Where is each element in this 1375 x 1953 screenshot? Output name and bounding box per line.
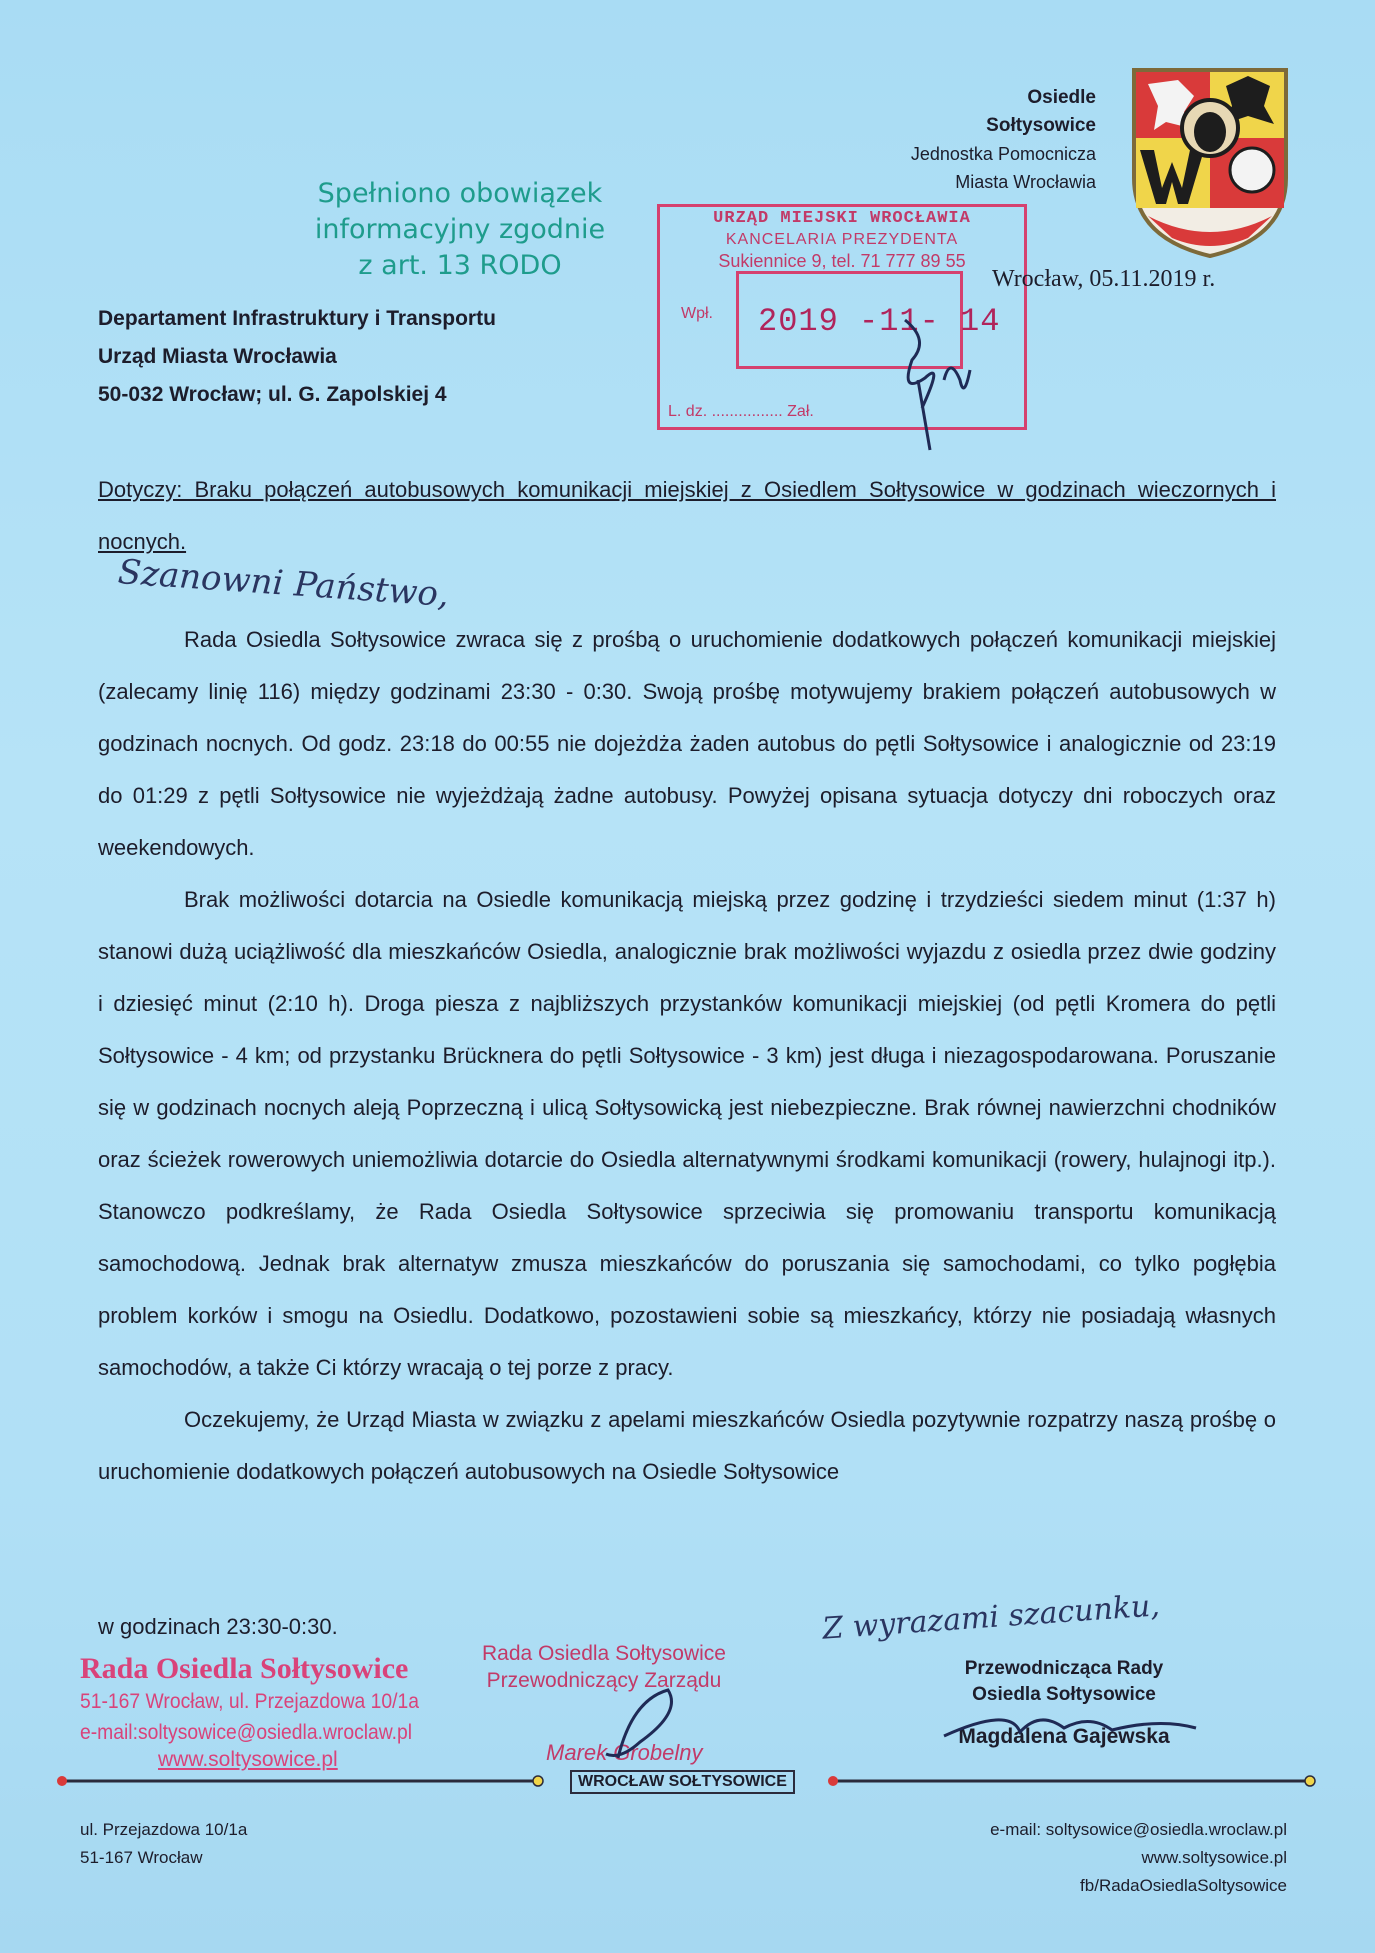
footer-email: e-mail: soltysowice@osiedla.wroclaw.pl (990, 1820, 1287, 1839)
org-unit-line3: Jednostka Pomocnicza (910, 144, 1096, 164)
board-line1: Rada Osiedla Sołtysowice (482, 1642, 726, 1665)
board-line2: Przewodniczący Zarządu (486, 1669, 722, 1692)
addressee-line2: Urząd Miasta Wrocławia (98, 345, 337, 368)
footer-website: www.soltysowice.pl (1141, 1848, 1287, 1867)
addressee-line3: 50-032 Wrocław; ul. G. Zapolskiej 4 (98, 383, 447, 406)
stamp-received-date: 2019 -11- 14 (758, 303, 1001, 340)
addressee-line1: Departament Infrastruktury i Transportu (98, 307, 496, 330)
chair-name: Magdalena Gajewska (958, 1725, 1170, 1748)
board-badge: WROCŁAW SOŁTYSOWICE (570, 1770, 795, 1794)
stamp-line2: KANCELARIA PREZYDENTA (725, 231, 959, 248)
rodo-line1: Spełniono obowiązek (317, 178, 603, 209)
stamp-line1: URZĄD MIEJSKI WROCŁAWIA (713, 209, 971, 228)
chair-role-line2: Osiedla Sołtysowice (972, 1684, 1156, 1705)
council-title: Rada Osiedla Sołtysowice (80, 1652, 409, 1685)
board-chair-name: Marek Grobelny (546, 1740, 703, 1765)
org-unit-line4: Miasta Wrocławia (955, 172, 1096, 192)
stamp-received-label: Wpł. (681, 305, 713, 322)
closing-line: w godzinach 23:30-0:30. (98, 1614, 338, 1639)
stamp-signature (606, 1690, 1196, 1758)
council-email: e-mail:soltysowice@osiedla.wroclaw.pl (80, 1721, 413, 1744)
org-name-line1: Osiedle (1027, 87, 1096, 108)
footer-postcode: 51-167 Wrocław (80, 1848, 203, 1867)
footer-address: ul. Przejazdowa 10/1a (80, 1820, 248, 1839)
council-address: 51-167 Wrocław, ul. Przejazdowa 10/1a (80, 1690, 420, 1713)
body-paragraph: Rada Osiedla Sołtysowice zwraca się z prośbą o uruchomienie dodatkowych połączeń komunikacji miejskiej (zalecamy linię 116) między godzinami 23:30 - 0:30. Swoją prośbę motywujemy brakiem połączeń autobusowych w godzinach nocnych. Od godz. 23:18 do 00:55 nie dojeżdża żaden autobus do pętli Sołtysowice i analogicznie od 23:19 do 01:29 z pętli Sołtysowice nie wyjeżdżają żadne autobusy. Powyżej opisana sytuacja dotyczy dni roboczych oraz weekendowych. (98, 627, 1276, 860)
handwritten-greeting: Szanowni Państwo, (116, 552, 451, 616)
rodo-line2: informacyjny zgodnie (314, 214, 606, 245)
chair-role-line1: Przewodnicząca Rady (964, 1658, 1164, 1679)
stamp-line3: Sukiennice 9, tel. 71 777 89 55 (718, 251, 966, 271)
footer-divider-line (57, 1776, 1315, 1786)
stamp-footer: L. dz. ................ Zał. (668, 403, 814, 420)
subject-line: Dotyczy: Braku połączeń autobusowych komunikacji miejskiej z Osiedlem Sołtysowice w godzinach wieczornych i nocnych. (98, 477, 1276, 554)
place-date: Wrocław, 05.11.2019 r. (992, 266, 1216, 292)
footer-facebook: fb/RadaOsiedlaSoltysowice (1080, 1876, 1287, 1895)
footer-left (80, 1816, 247, 1872)
org-name-line2: Sołtysowice (986, 115, 1096, 136)
signature-stroke (905, 320, 970, 450)
handwritten-closing: Z wyrazami szacunku, (821, 1588, 1161, 1647)
footer-right (990, 1816, 1287, 1900)
body-paragraph: Oczekujemy, że Urząd Miasta w związku z apelami mieszkańców Osiedla pozytywnie rozpatrzy naszą prośbę o uruchomienie dodatkowych połączeń autobusowych na Osiedle Sołtysowice (98, 1407, 1276, 1484)
body-paragraph: Brak możliwości dotarcia na Osiedle komunikacją miejską przez godzinę i trzydzieści siedem minut (1:37 h) stanowi dużą uciążliwość dla mieszkańców Osiedla, analogicznie brak możliwości wyjazdu z osiedla przez dwie godziny i dziesięć minut (2:10 h). Droga piesza z najbliższych przystanków komunikacji miejskiej (od pętli Kromera do pętli Sołtysowice - 4 km; od przystanku Brücknera do pętli Sołtysowice - 3 km) jest długa i niezagospodarowana. Poruszanie się w godzinach nocnych aleją Poprzeczną i ulicą Sołtysowicką jest niebezpieczne. Brak równej nawierzchni chodników oraz ścieżek rowerowych uniemożliwia dotarcie do Osiedla alternatywnymi środkami komunikacji (rowery, hulajnogi itp.). Stanowczo podkreślamy, że Rada Osiedla Sołtysowice sprzeciwia się promowaniu transportu komunikacją samochodową. Jednak brak alternatyw zmusza mieszkańców do poruszania się samochodami, co tylko pogłębia problem korków i smogu na Osiedlu. Dodatkowo, pozostawieni sobie są mieszkańcy, którzy nie posiadają własnych samochodów, a także Ci którzy wracają o tej porze z pracy. (98, 887, 1276, 1380)
rodo-line3: z art. 13 RODO (358, 250, 562, 281)
council-website: www.soltysowice.pl (158, 1748, 338, 1771)
